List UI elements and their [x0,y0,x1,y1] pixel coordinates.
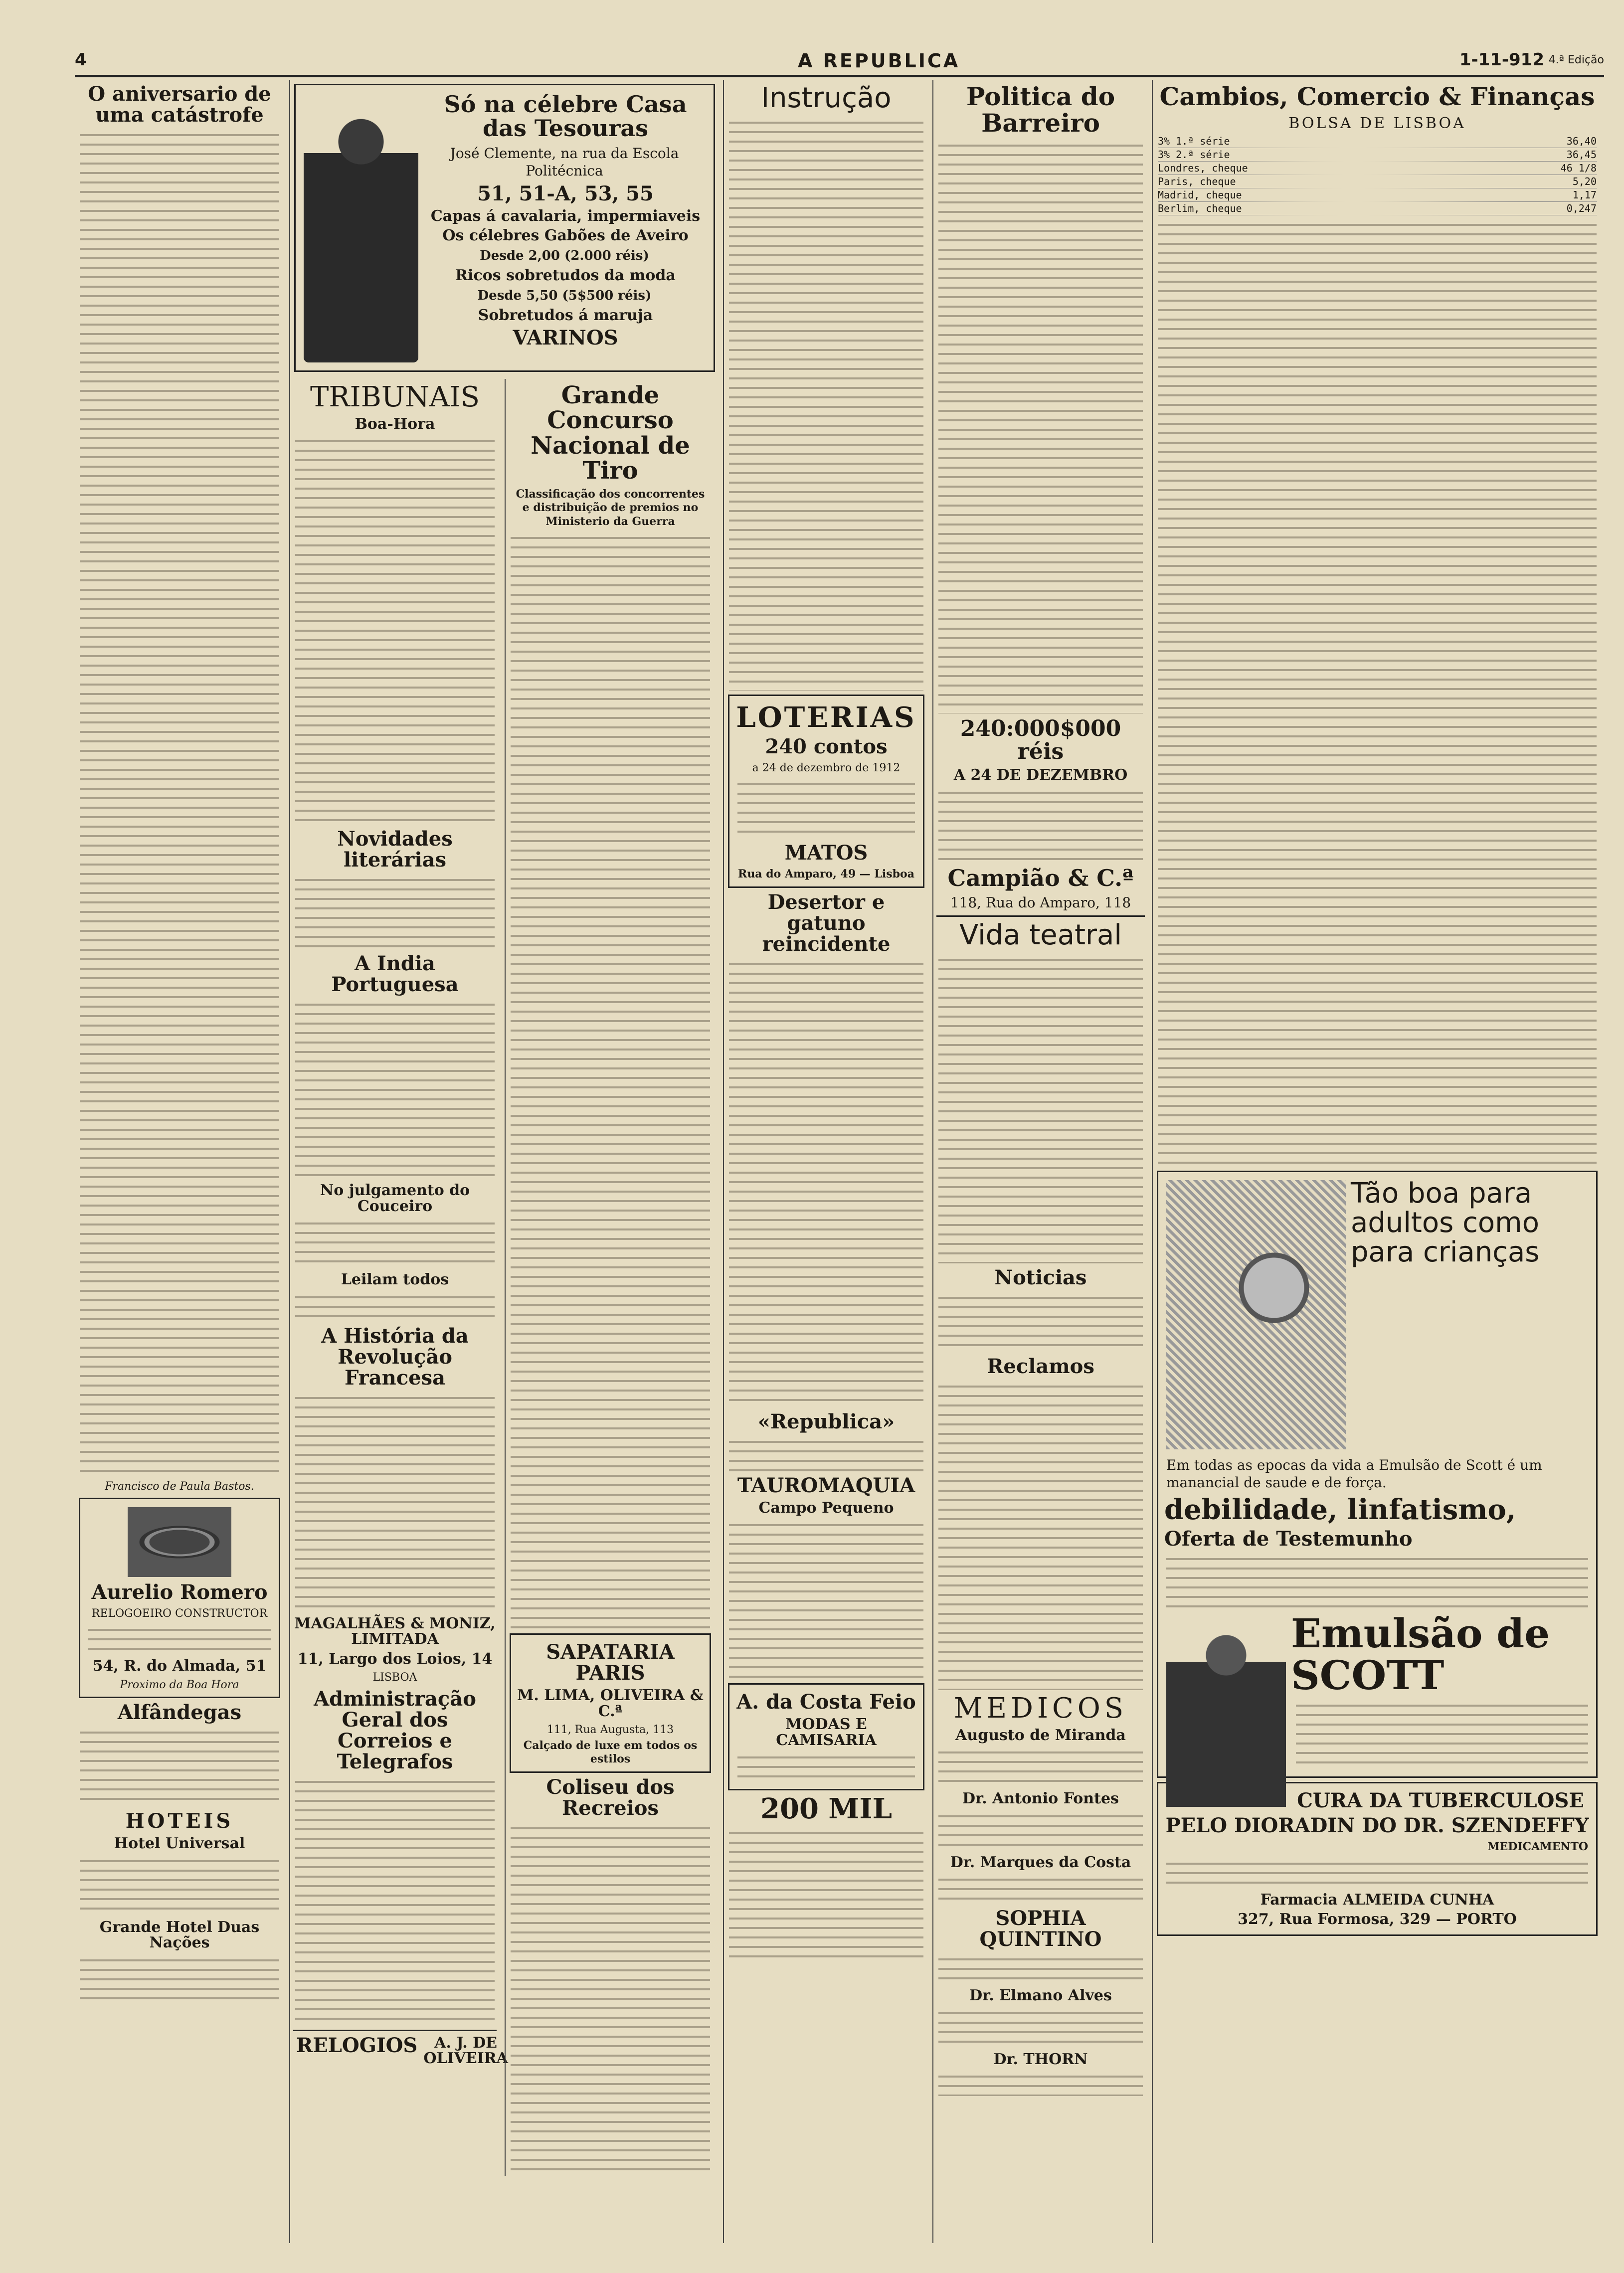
tesouras-address: 51, 51-A, 53, 55 [477,181,654,205]
column-4 [932,80,1148,2243]
farmacia-address: 327, Rua Formosa, 329 — PORTO [1238,1911,1517,1928]
romero-near: Proximo da Boa Hora [120,1678,239,1691]
page-number: 4 [75,50,87,70]
coliseu-body [511,1823,710,2172]
cambios-heading: Cambios, Comercio & Finanças [1159,82,1595,111]
india-body [295,999,495,1179]
costa-feio-name: A. da Costa Feio [736,1690,916,1714]
concurso-subheading: Classificação dos concorrentes e distribuição de premios no Ministerio da Guerra [516,487,705,528]
scott-footer [1296,1700,1588,1770]
rate-row [1158,175,1597,188]
hoteis-heading: HOTEIS [125,1809,234,1833]
campo-pequeno: Campo Pequeno [758,1499,894,1517]
column-3 [723,80,928,2243]
coliseu-heading: Coliseu dos Recreios [546,1775,675,1820]
rate-value: 5,20 [1572,175,1597,187]
premio-body [938,787,1143,862]
matos-address: Rua do Amparo, 49 — Lisboa [738,868,914,881]
edition-label: 4.ª Edição [1548,54,1604,66]
loterias-body [737,779,915,839]
historia-heading: A História da Revolução Francesa [321,1324,469,1390]
historia-body [295,1393,495,1612]
romero-subtitle: RELOGOEIRO CONSTRUCTOR [91,1607,268,1620]
sapataria-ad [510,1633,711,1773]
romero-address: 54, R. do Almada, 51 [92,1657,267,1675]
rate-value: 36,45 [1566,149,1597,161]
india-heading: A India Portuguesa [331,952,459,997]
noticias-heading: Noticias [994,1265,1087,1289]
sapataria-heading: SAPATARIA PARIS [546,1640,675,1685]
tesouras-price: Desde 2,00 (2.000 réis) [480,248,649,263]
tesouras-sobretudos: Sobretudos á maruja [478,307,653,325]
noticias-body [938,1292,1143,1352]
reclamos-heading: Reclamos [987,1354,1094,1378]
scott-testimonial [1166,1554,1588,1608]
desertor-heading: Desertor e gatuno reincidente [762,890,891,956]
fontes-body [938,1811,1143,1851]
tuberculose-body [1166,1858,1588,1888]
tesouras-varinos: VARINOS [513,326,618,350]
article-byline: Francisco de Paula Bastos. [105,1480,254,1493]
cloaked-figure-illustration [304,93,418,362]
mil-body [729,1828,923,1957]
costa-feio-body [737,1752,915,1782]
rate-row [1158,162,1597,175]
vida-teatral-heading: Vida teatral [959,919,1122,952]
watch-illustration [93,1507,266,1577]
premio-amount: 240:000$000 réis [960,716,1121,765]
scott-ad [1157,1171,1598,1778]
rate-row [1158,135,1597,148]
matos-name: MATOS [784,841,868,865]
tesouras-name: José Clemente, na rua da Escola Politécnica [450,145,679,179]
alfandegas-heading: Alfândegas [117,1701,242,1724]
anniversary-headline: O aniversario de uma catástrofe [88,82,271,127]
leilao-heading: Leilam todos [341,1271,449,1289]
relogios-label: RELOGIOS [296,2033,418,2057]
rate-row [1158,202,1597,215]
tuberculose-heading: CURA DA TUBERCULOSE [1297,1789,1584,1812]
column-5 [1152,80,1602,2243]
newspaper-title: A REPUBLICA [798,50,960,72]
medicos-heading: MEDICOS [953,1692,1128,1725]
concurso-heading: Grande Concurso Nacional de Tiro [531,381,690,485]
scott-body: Em todas as epocas da vida a Emulsão de Scott é um manancial de saude e de força. [1166,1457,1542,1491]
republica-ad-body [729,1436,923,1471]
loterias-date: a 24 de dezembro de 1912 [752,761,901,774]
rate-value: 36,40 [1566,135,1597,147]
sapataria-owner: M. LIMA, OLIVEIRA & C.ª [517,1687,704,1720]
julgamento-body [295,1218,495,1268]
costa-name: Dr. Marques da Costa [950,1853,1131,1871]
administracao-body [295,1776,495,2026]
thorn-body [938,2071,1143,2096]
tesouras-ad [294,84,715,372]
child-illustration [1166,1180,1346,1449]
hotel-universal-body [80,1856,279,1916]
rate-label: Berlim, cheque [1158,202,1242,214]
scott-headline: Tão boa para adultos como para crianças [1351,1177,1540,1268]
romero-ad [79,1498,280,1699]
rate-label: 3% 2.ª série [1158,149,1230,161]
exchange-tables [1158,219,1597,1167]
scott-debilidade: debilidade, linfatismo, [1164,1493,1516,1526]
politica-heading: Politica do Barreiro [966,82,1115,138]
rate-row [1158,188,1597,202]
tribunais-heading: TRIBUNAIS [310,381,480,413]
loterias-heading: LOTERIAS [736,700,916,734]
administracao-heading: Administração Geral dos Correios e Telegrafos [314,1687,476,1773]
reclamos-body [938,1381,1143,1690]
desertor-body [729,959,923,1407]
alfandegas-body [80,1727,279,1807]
concurso-body [511,532,710,1629]
column-1 [75,80,284,2243]
campiao-address: 118, Rua do Amparo, 118 [950,894,1131,911]
fisherman-illustration [1166,1617,1286,1807]
miranda-body [938,1747,1143,1787]
elmano-body [938,2008,1143,2048]
premio-date: A 24 DE DEZEMBRO [953,766,1128,784]
page-header [75,50,1604,77]
leilao-body [295,1292,495,1322]
scott-testemunho: Oferta de Testemunho [1164,1527,1413,1551]
rate-label: Londres, cheque [1158,162,1248,174]
column-2-left [290,379,508,2074]
costa-body [938,1874,1143,1904]
column-2 [289,80,719,2243]
sapataria-note: Calçado de luxe em todos os estilos [523,1739,698,1766]
magalhaes-heading: MAGALHÃES & MONIZ, LIMITADA [294,1614,496,1648]
novidades-heading: Novidades literárias [337,827,453,872]
novidades-body [295,874,495,949]
rate-label: Madrid, cheque [1158,189,1242,201]
tribunais-body [295,436,495,825]
politica-body [938,140,1143,713]
rate-label: Paris, cheque [1158,175,1236,187]
divider [936,915,1145,917]
dioradin-heading: PELO DIORADIN DO DR. SZENDEFFY [1165,1814,1589,1837]
modas-camisaria: MODAS E CAMISARIA [776,1716,877,1749]
scott-emulsao: Emulsão de SCOTT [1291,1609,1550,1699]
costa-feio-ad [728,1683,924,1790]
column-2-right [505,379,715,2176]
fontes-name: Dr. Antonio Fontes [962,1790,1119,1808]
rate-value: 1,17 [1572,189,1597,201]
tesouras-ricos: Ricos sobretudos da moda [455,267,676,285]
loterias-ad [728,695,924,888]
hotel-duas-nacoes: Grande Hotel Duas Nações [99,1918,260,1951]
tesouras-price2: Desde 5,50 (5$500 réis) [477,288,652,303]
sophia-name: SOPHIA QUINTINO [979,1907,1102,1951]
tauromaquia-heading: TAUROMAQUIA [737,1473,915,1497]
rate-label: 3% 1.ª série [1158,135,1230,147]
vida-teatral-body [938,954,1143,1263]
sophia-body [938,1954,1143,1984]
romero-text [88,1624,271,1654]
instrucao-body [729,117,923,691]
rate-value: 46 1/8 [1560,162,1597,174]
rates-table [1158,135,1597,215]
rate-row [1158,148,1597,162]
tesouras-title: Só na célebre Casa das Tesouras [444,91,687,142]
page-date: 1-11-912 [1459,50,1544,70]
republica-ad-heading: «Republica» [757,1409,895,1433]
elmano-name: Dr. Elmano Alves [969,1987,1112,2005]
medicamento-label: MEDICAMENTO [1487,1840,1588,1853]
mil-heading: 200 MIL [760,1792,892,1826]
miranda-name: Augusto de Miranda [955,1726,1126,1744]
tauromaquia-body [729,1520,923,1679]
tesouras-capes: Capas á cavalaria, impermiaveis [430,207,701,225]
hotel-universal: Hotel Universal [114,1835,245,1852]
bolsa-heading: BOLSA DE LISBOA [1288,114,1466,132]
loterias-amount: 240 contos [765,734,888,758]
romero-name: Aurelio Romero [91,1580,268,1604]
magalhaes-city: LISBOA [372,1671,417,1684]
relogios-ad [293,2030,508,2071]
farmacia-name: Farmacia ALMEIDA CUNHA [1260,1891,1494,1909]
oliveira-name: A. J. DE OLIVEIRA [423,2034,508,2068]
rate-value: 0,247 [1566,202,1597,214]
campiao-name: Campião & C.ª [947,864,1134,891]
thorn-name: Dr. THORN [993,2050,1088,2068]
julgamento-heading: No julgamento do Couceiro [320,1182,470,1215]
instrucao-heading: Instrução [761,82,892,114]
hotel-duas-nacoes-body [80,1955,279,2005]
magalhaes-address: 11, Largo dos Loios, 14 [297,1650,493,1668]
sapataria-address: 111, Rua Augusta, 113 [546,1724,674,1737]
boa-hora-heading: Boa-Hora [355,415,435,433]
tesouras-gaboes: Os célebres Gabões de Aveiro [442,227,689,245]
article-body [80,130,279,1476]
